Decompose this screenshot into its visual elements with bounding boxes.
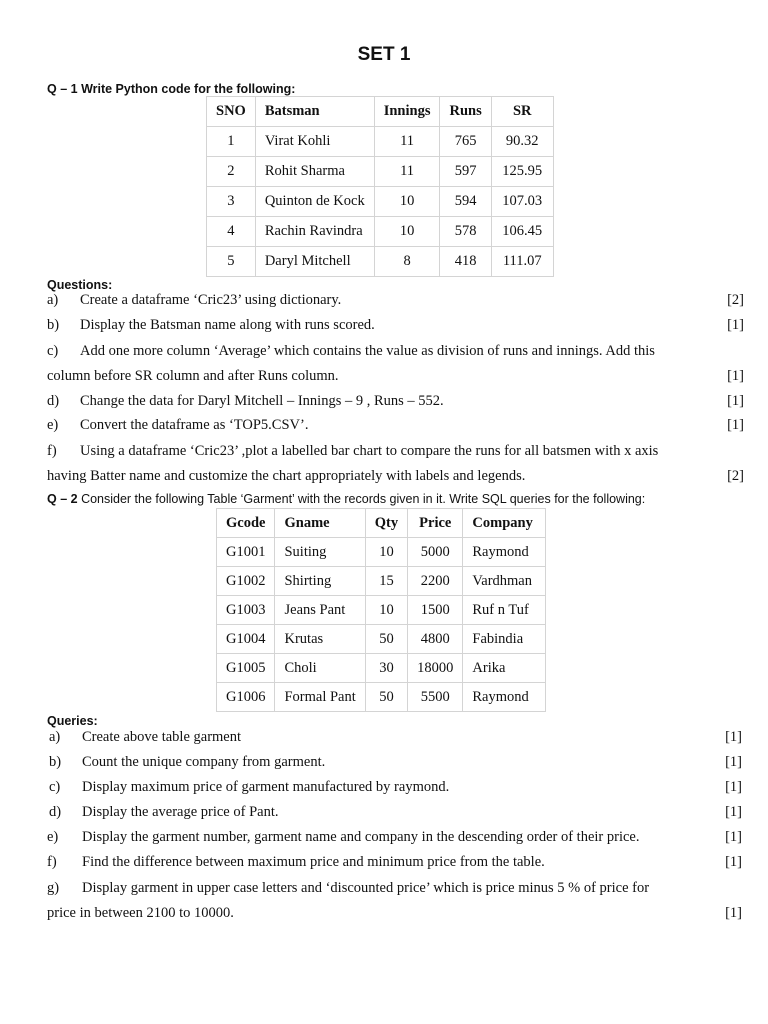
table-cell: 578	[440, 217, 491, 247]
question-f-continued	[47, 464, 744, 489]
query-d	[49, 800, 742, 825]
table-cell: 50	[365, 683, 407, 712]
question-label: e)	[47, 417, 59, 433]
question-text: Add one more column ‘Average’ which contains the value as division of runs and innings. Add this	[80, 343, 655, 359]
q1-heading-text: Write Python code for the following:	[81, 82, 296, 96]
table-cell: 10	[374, 217, 440, 247]
table-cell: 1500	[408, 596, 463, 625]
table-cell: 15	[365, 567, 407, 596]
table-cell: 11	[374, 127, 440, 157]
question-marks: [2]	[727, 292, 744, 308]
question-e	[47, 413, 744, 438]
table-cell: Vardhman	[463, 567, 546, 596]
query-text: Create above table garment	[82, 729, 242, 745]
query-b	[49, 750, 742, 775]
garment-table	[216, 508, 546, 712]
query-text: Count the unique company from garment.	[82, 754, 326, 770]
table-cell: G1001	[217, 538, 275, 567]
table-cell: 597	[440, 157, 491, 187]
q1-heading	[47, 82, 295, 96]
table-row	[217, 596, 546, 625]
table-row	[207, 157, 554, 187]
table-cell: Krutas	[275, 625, 365, 654]
table-cell: 3	[207, 187, 256, 217]
question-marks: [2]	[727, 468, 744, 484]
question-label: b)	[47, 317, 60, 333]
question-label: d)	[47, 393, 60, 409]
q2-heading-text: Consider the following Table ‘Garment’ with the records given in it. Write SQL queries for the following:	[81, 492, 646, 506]
question-text-continued: having Batter name and customize the chart appropriately with labels and legends.	[47, 468, 526, 484]
table-cell: 8	[374, 247, 440, 277]
question-marks: [1]	[727, 417, 744, 433]
table-cell: 594	[440, 187, 491, 217]
table-cell: 11	[374, 157, 440, 187]
table-cell: 10	[365, 538, 407, 567]
table-row	[207, 217, 554, 247]
header-cell: Qty	[365, 509, 407, 538]
table-cell: G1004	[217, 625, 275, 654]
question-b	[47, 313, 744, 338]
table-cell: Fabindia	[463, 625, 546, 654]
question-text-continued: column before SR column and after Runs column.	[47, 368, 339, 384]
header-cell: Price	[408, 509, 463, 538]
query-label: b)	[49, 754, 62, 770]
table-cell: 106.45	[491, 217, 553, 247]
table-cell: Virat Kohli	[255, 127, 374, 157]
query-marks: [1]	[725, 854, 742, 870]
query-c	[49, 775, 742, 800]
query-g	[47, 876, 742, 901]
query-label: d)	[49, 804, 62, 820]
table-cell: 1	[207, 127, 256, 157]
header-cell: Gcode	[217, 509, 275, 538]
query-label: e)	[47, 829, 59, 845]
table-cell: Suiting	[275, 538, 365, 567]
question-text: Create a dataframe ‘Cric23’ using dictionary.	[80, 292, 342, 308]
table-cell: 10	[374, 187, 440, 217]
query-marks: [1]	[725, 804, 742, 820]
table-cell: G1005	[217, 654, 275, 683]
table-row	[217, 538, 546, 567]
table-cell: Rohit Sharma	[255, 157, 374, 187]
table-cell: 4800	[408, 625, 463, 654]
query-marks: [1]	[725, 779, 742, 795]
table-row	[207, 187, 554, 217]
q1-number: Q – 1	[47, 82, 78, 96]
query-marks: [1]	[725, 905, 742, 921]
header-cell: Company	[463, 509, 546, 538]
table-cell: 50	[365, 625, 407, 654]
question-a	[47, 288, 744, 313]
header-cell: Innings	[374, 97, 440, 127]
table-cell: 107.03	[491, 187, 553, 217]
q2-number: Q – 2	[47, 492, 78, 506]
query-label: a)	[49, 729, 61, 745]
query-label: f)	[47, 854, 57, 870]
question-label: c)	[47, 343, 59, 359]
table-cell: Shirting	[275, 567, 365, 596]
query-marks: [1]	[725, 754, 742, 770]
table-cell: 30	[365, 654, 407, 683]
question-marks: [1]	[727, 393, 744, 409]
header-cell: Gname	[275, 509, 365, 538]
query-e	[47, 825, 742, 850]
question-text: Convert the dataframe as ‘TOP5.CSV’.	[80, 417, 309, 433]
question-f	[47, 439, 744, 464]
query-text-continued: price in between 2100 to 10000.	[47, 905, 234, 921]
table-cell: Choli	[275, 654, 365, 683]
table-cell: 5500	[408, 683, 463, 712]
page-title: SET 1	[357, 44, 411, 65]
header-cell: Batsman	[255, 97, 374, 127]
table-cell: 2	[207, 157, 256, 187]
question-c-continued	[47, 364, 744, 389]
query-text: Display garment in upper case letters and ‘discounted price’ which is price minus 5 % of price for	[82, 880, 650, 896]
table-cell: 2200	[408, 567, 463, 596]
table-cell: Ruf n Tuf	[463, 596, 546, 625]
query-text: Find the difference between maximum price and minimum price from the table.	[82, 854, 545, 870]
table-cell: 5	[207, 247, 256, 277]
question-marks: [1]	[727, 368, 744, 384]
table-cell: 125.95	[491, 157, 553, 187]
questions-label: Questions:	[47, 278, 113, 292]
table-cell: Jeans Pant	[275, 596, 365, 625]
question-c	[47, 339, 744, 364]
table-cell: Raymond	[463, 538, 546, 567]
table-cell: G1002	[217, 567, 275, 596]
q2-heading	[47, 492, 645, 506]
batsman-table	[206, 96, 554, 277]
question-d	[47, 389, 744, 414]
query-marks: [1]	[725, 829, 742, 845]
table-cell: Arika	[463, 654, 546, 683]
question-label: f)	[47, 443, 57, 459]
query-text: Display the garment number, garment name and company in the descending order of their price.	[82, 829, 640, 845]
table-row	[207, 127, 554, 157]
query-a	[49, 725, 742, 750]
table-cell: G1006	[217, 683, 275, 712]
question-text: Display the Batsman name along with runs scored.	[80, 317, 375, 333]
table-cell: G1003	[217, 596, 275, 625]
query-g-continued	[47, 901, 742, 926]
table-cell: 18000	[408, 654, 463, 683]
table-row	[217, 567, 546, 596]
question-text: Change the data for Daryl Mitchell – Innings – 9 , Runs – 552.	[80, 393, 444, 409]
table-cell: Quinton de Kock	[255, 187, 374, 217]
header-cell: SNO	[207, 97, 256, 127]
question-marks: [1]	[727, 317, 744, 333]
question-text: Using a dataframe ‘Cric23’ ,plot a labelled bar chart to compare the runs for all batsmen with x axis	[80, 443, 659, 459]
table-cell: 4	[207, 217, 256, 247]
table-header-row	[207, 97, 554, 127]
table-header-row	[217, 509, 546, 538]
table-cell: 418	[440, 247, 491, 277]
query-text: Display maximum price of garment manufactured by raymond.	[82, 779, 450, 795]
table-cell: Raymond	[463, 683, 546, 712]
table-row	[217, 683, 546, 712]
query-marks: [1]	[725, 729, 742, 745]
queries-label: Queries:	[47, 714, 98, 728]
table-cell: Daryl Mitchell	[255, 247, 374, 277]
table-row	[217, 654, 546, 683]
question-label: a)	[47, 292, 59, 308]
table-row	[207, 247, 554, 277]
table-cell: Formal Pant	[275, 683, 365, 712]
table-cell: 765	[440, 127, 491, 157]
table-cell: 111.07	[491, 247, 553, 277]
table-row	[217, 625, 546, 654]
query-f	[47, 850, 742, 875]
header-cell: SR	[491, 97, 553, 127]
query-label: c)	[49, 779, 61, 795]
header-cell: Runs	[440, 97, 491, 127]
table-cell: 5000	[408, 538, 463, 567]
query-text: Display the average price of Pant.	[82, 804, 279, 820]
table-cell: 90.32	[491, 127, 553, 157]
query-label: g)	[47, 880, 60, 896]
table-cell: 10	[365, 596, 407, 625]
table-cell: Rachin Ravindra	[255, 217, 374, 247]
